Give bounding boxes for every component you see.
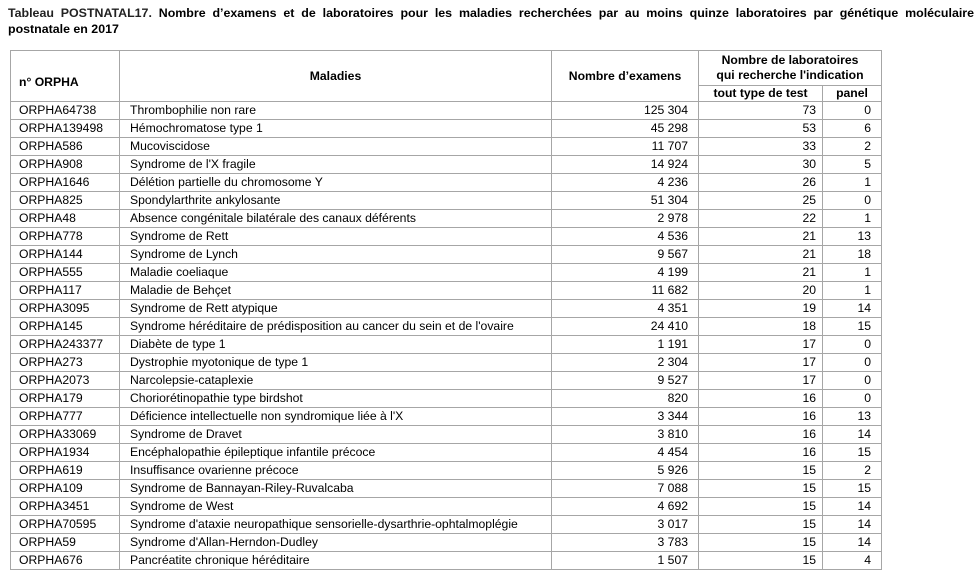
table-row [11,120,882,138]
cell-orpha: ORPHA908 [11,156,120,174]
header-panel: panel [823,86,882,102]
cell-examens: 2 978 [552,210,699,228]
cell-examens: 4 536 [552,228,699,246]
cell-maladie: Syndrome de Bannayan-Riley-Ruvalcaba [120,480,552,498]
cell-labs: 25 [699,192,823,210]
cell-panel: 1 [823,264,882,282]
cell-examens: 45 298 [552,120,699,138]
table-row [11,138,882,156]
cell-maladie: Absence congénitale bilatérale des canaux déférents [120,210,552,228]
cell-labs: 15 [699,498,823,516]
cell-panel: 1 [823,282,882,300]
cell-examens: 11 707 [552,138,699,156]
table-row [11,480,882,498]
cell-orpha: ORPHA1934 [11,444,120,462]
caption-text: Nombre d’examens et de laboratoires pour les maladies recherchées par au moins quinze laboratoires par génétique moléculaire postnatale en 2017 [8,6,974,36]
cell-orpha: ORPHA33069 [11,426,120,444]
cell-panel: 1 [823,210,882,228]
cell-examens: 4 454 [552,444,699,462]
cell-maladie: Dystrophie myotonique de type 1 [120,354,552,372]
cell-panel: 18 [823,246,882,264]
cell-orpha: ORPHA144 [11,246,120,264]
cell-examens: 24 410 [552,318,699,336]
table-row [11,300,882,318]
cell-orpha: ORPHA243377 [11,336,120,354]
cell-labs: 21 [699,246,823,264]
cell-orpha: ORPHA139498 [11,120,120,138]
cell-maladie: Diabète de type 1 [120,336,552,354]
table-row [11,516,882,534]
cell-maladie: Hémochromatose type 1 [120,120,552,138]
table-row [11,390,882,408]
table-row [11,174,882,192]
cell-examens: 2 304 [552,354,699,372]
cell-panel: 0 [823,336,882,354]
cell-labs: 15 [699,462,823,480]
cell-orpha: ORPHA48 [11,210,120,228]
cell-maladie: Syndrome d'ataxie neuropathique sensorielle-dysarthrie-ophtalmoplégie [120,516,552,534]
cell-panel: 0 [823,192,882,210]
table-row [11,552,882,570]
cell-panel: 14 [823,498,882,516]
header-maladies: Maladies [120,51,552,102]
cell-orpha: ORPHA676 [11,552,120,570]
header-orpha: n° ORPHA [11,51,120,102]
table-row [11,354,882,372]
cell-labs: 30 [699,156,823,174]
cell-labs: 33 [699,138,823,156]
cell-labs: 15 [699,480,823,498]
cell-labs: 15 [699,516,823,534]
cell-maladie: Maladie de Behçet [120,282,552,300]
table-row [11,102,882,120]
cell-orpha: ORPHA1646 [11,174,120,192]
cell-orpha: ORPHA179 [11,390,120,408]
cell-panel: 15 [823,480,882,498]
cell-maladie: Syndrome de Rett [120,228,552,246]
cell-panel: 0 [823,372,882,390]
cell-orpha: ORPHA825 [11,192,120,210]
cell-orpha: ORPHA586 [11,138,120,156]
cell-orpha: ORPHA3451 [11,498,120,516]
cell-labs: 21 [699,264,823,282]
cell-examens: 3 783 [552,534,699,552]
cell-maladie: Spondylarthrite ankylosante [120,192,552,210]
cell-examens: 4 236 [552,174,699,192]
cell-examens: 1 507 [552,552,699,570]
table-row [11,156,882,174]
table-caption [8,5,974,37]
cell-labs: 19 [699,300,823,318]
cell-maladie: Encéphalopathie épileptique infantile précoce [120,444,552,462]
cell-panel: 15 [823,318,882,336]
table-row [11,192,882,210]
cell-examens: 9 527 [552,372,699,390]
cell-examens: 3 810 [552,426,699,444]
cell-orpha: ORPHA70595 [11,516,120,534]
cell-examens: 11 682 [552,282,699,300]
cell-labs: 16 [699,408,823,426]
cell-panel: 14 [823,426,882,444]
cell-panel: 0 [823,390,882,408]
table-row [11,372,882,390]
cell-orpha: ORPHA2073 [11,372,120,390]
cell-maladie: Syndrome de West [120,498,552,516]
table-row [11,534,882,552]
cell-panel: 2 [823,138,882,156]
cell-labs: 17 [699,354,823,372]
cell-examens: 51 304 [552,192,699,210]
cell-maladie: Syndrome de Dravet [120,426,552,444]
cell-examens: 5 926 [552,462,699,480]
table-row [11,318,882,336]
cell-labs: 21 [699,228,823,246]
cell-labs: 15 [699,552,823,570]
header-tout-type: tout type de test [699,86,823,102]
cell-examens: 3 344 [552,408,699,426]
table-row [11,210,882,228]
header-nb-labs [699,51,882,86]
cell-panel: 2 [823,462,882,480]
cell-maladie: Syndrome de l'X fragile [120,156,552,174]
cell-panel: 14 [823,516,882,534]
cell-orpha: ORPHA555 [11,264,120,282]
table-row [11,246,882,264]
cell-orpha: ORPHA59 [11,534,120,552]
table-row [11,408,882,426]
cell-panel: 4 [823,552,882,570]
cell-panel: 15 [823,444,882,462]
caption-label: Tableau POSTNATAL17. [8,6,152,20]
cell-labs: 17 [699,372,823,390]
cell-panel: 1 [823,174,882,192]
cell-maladie: Syndrome de Lynch [120,246,552,264]
cell-panel: 13 [823,408,882,426]
cell-panel: 14 [823,300,882,318]
cell-examens: 14 924 [552,156,699,174]
cell-orpha: ORPHA3095 [11,300,120,318]
cell-panel: 13 [823,228,882,246]
cell-maladie: Maladie coeliaque [120,264,552,282]
cell-labs: 17 [699,336,823,354]
cell-maladie: Thrombophilie non rare [120,102,552,120]
cell-panel: 5 [823,156,882,174]
table-body [11,102,882,570]
cell-examens: 1 191 [552,336,699,354]
cell-maladie: Déficience intellectuelle non syndromique liée à l'X [120,408,552,426]
cell-panel: 14 [823,534,882,552]
cell-labs: 16 [699,444,823,462]
data-table [10,50,882,570]
cell-orpha: ORPHA64738 [11,102,120,120]
cell-orpha: ORPHA778 [11,228,120,246]
cell-labs: 20 [699,282,823,300]
cell-labs: 73 [699,102,823,120]
table-row [11,426,882,444]
cell-maladie: Choriorétinopathie type birdshot [120,390,552,408]
table-row [11,462,882,480]
table-row [11,444,882,462]
cell-orpha: ORPHA117 [11,282,120,300]
cell-maladie: Syndrome d'Allan-Herndon-Dudley [120,534,552,552]
cell-orpha: ORPHA619 [11,462,120,480]
cell-orpha: ORPHA109 [11,480,120,498]
cell-maladie: Délétion partielle du chromosome Y [120,174,552,192]
cell-examens: 7 088 [552,480,699,498]
table-row [11,336,882,354]
cell-labs: 53 [699,120,823,138]
cell-examens: 4 199 [552,264,699,282]
cell-examens: 4 692 [552,498,699,516]
cell-examens: 3 017 [552,516,699,534]
cell-examens: 125 304 [552,102,699,120]
cell-labs: 16 [699,426,823,444]
cell-panel: 0 [823,102,882,120]
cell-panel: 6 [823,120,882,138]
cell-maladie: Narcolepsie-cataplexie [120,372,552,390]
cell-labs: 26 [699,174,823,192]
header-nb-labs-line2: qui recherche l'indication [716,68,864,82]
cell-labs: 16 [699,390,823,408]
header-nb-examens: Nombre d’examens [552,51,699,102]
cell-maladie: Mucoviscidose [120,138,552,156]
table-row [11,228,882,246]
cell-maladie: Syndrome héréditaire de prédisposition au cancer du sein et de l'ovaire [120,318,552,336]
cell-maladie: Insuffisance ovarienne précoce [120,462,552,480]
cell-labs: 15 [699,534,823,552]
cell-orpha: ORPHA273 [11,354,120,372]
cell-maladie: Syndrome de Rett atypique [120,300,552,318]
cell-examens: 4 351 [552,300,699,318]
table-row [11,264,882,282]
cell-examens: 9 567 [552,246,699,264]
table-row [11,498,882,516]
cell-labs: 22 [699,210,823,228]
header-nb-labs-line1: Nombre de laboratoires [721,53,859,67]
cell-orpha: ORPHA777 [11,408,120,426]
cell-maladie: Pancréatite chronique héréditaire [120,552,552,570]
cell-panel: 0 [823,354,882,372]
cell-examens: 820 [552,390,699,408]
table-row [11,282,882,300]
cell-orpha: ORPHA145 [11,318,120,336]
cell-labs: 18 [699,318,823,336]
